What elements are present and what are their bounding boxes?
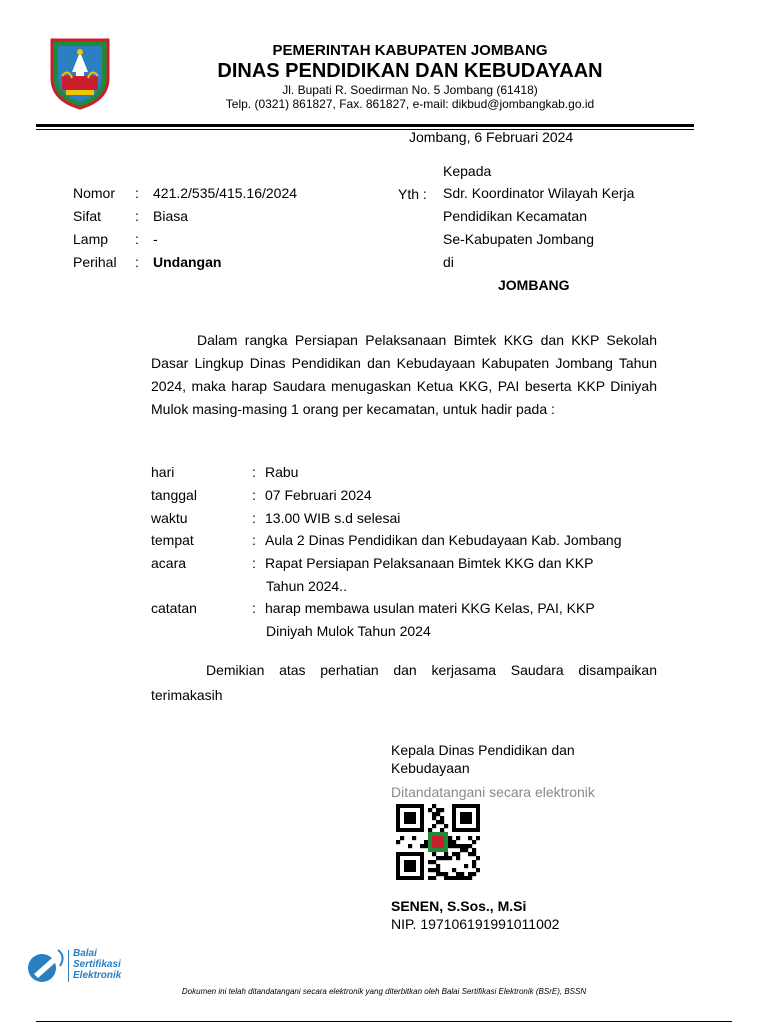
header-department: DINAS PENDIDIKAN DAN KEBUDAYAAN [217,60,603,82]
signatory-name: SENEN, S.Sos., M.Si [391,898,527,914]
signatory-title: Kepala Dinas Pendidikan dan [391,742,575,758]
detail-colon: : [252,555,256,571]
bsre-logo [26,946,186,986]
closing-line-end: terimakasih [151,687,223,703]
detail-value-tempat: Aula 2 Dinas Pendidikan dan Kebudayaan Kab. Jombang [265,532,622,548]
meta-colon: : [135,254,139,270]
meta-value-perihal: Undangan [153,254,222,270]
qr-code [396,804,480,880]
footer-divider [36,1021,732,1022]
meta-value-nomor: 421.2/535/415.16/2024 [153,185,298,201]
closing-line: Demikian atas perhatian dan kerjasama Saudara disampaikan [206,662,657,678]
detail-value-hari: Rabu [265,464,299,480]
header-divider-thin [36,129,694,130]
detail-label-tanggal: tanggal [151,487,197,503]
detail-colon: : [252,487,256,503]
detail-value-catatan-cont: Diniyah Mulok Tahun 2024 [266,623,431,639]
detail-value-tanggal: 07 Februari 2024 [265,487,372,503]
recipient-line: di [443,254,454,270]
footer-note: Dokumen ini telah ditandatangani secara elektronik yang diterbitkan oleh Balai Sertifikasi Elektronik (BSrE), BSSN [181,987,587,996]
body-paragraph: Dalam rangka Persiapan Pelaksanaan Bimtek KKG dan KKP Sekolah Dasar Lingkup Dinas Pendidikan dan Kebudayaan Kabupaten Jombang Tahun 2024, maka harap Saudara menugaskan Ketua KKG, PAI beserta KKP Diniyah Mulok masing-masing 1 orang per kecamatan, untuk hadir pada : [151,332,657,417]
detail-label-hari: hari [151,464,175,480]
bsre-divider [68,950,69,982]
meta-value-lamp: - [153,231,158,247]
detail-label-acara: acara [151,555,187,571]
recipient-line: Pendidikan Kecamatan [443,208,587,224]
recipient-city: JOMBANG [498,277,570,293]
meta-label-sifat: Sifat [73,208,102,224]
meta-label-nomor: Nomor [73,185,116,201]
letter-date: Jombang, 6 Februari 2024 [409,129,574,145]
detail-value-waktu: 13.00 WIB s.d selesai [265,510,401,526]
signatory-title-cont: Kebudayaan [391,760,470,776]
meta-colon: : [135,231,139,247]
header-address: Jl. Bupati R. Soedirman No. 5 Jombang (61418) [282,83,538,97]
detail-colon: : [252,532,256,548]
bsre-text: Balai [73,948,97,959]
esign-note: Ditandatangani secara elektronik [391,784,595,800]
detail-value-acara-cont: Tahun 2024.. [266,578,347,594]
recipient-yth: Yth : [398,186,427,202]
header-divider-thick [36,124,694,127]
meta-colon: : [135,185,139,201]
meta-label-lamp: Lamp [73,231,109,247]
bsre-emblem-icon [26,946,66,986]
detail-colon: : [252,600,256,616]
detail-label-waktu: waktu [151,510,188,526]
bsre-text: Sertifikasi [73,959,121,970]
header-government: PEMERINTAH KABUPATEN JOMBANG [272,42,548,59]
bsre-text: Elektronik [73,970,122,981]
recipient-line: Sdr. Koordinator Wilayah Kerja [443,185,635,201]
signatory-nip: NIP. 197106191991011002 [391,916,560,932]
recipient-line: Se-Kabupaten Jombang [443,231,594,247]
detail-colon: : [252,464,256,480]
header-contact: Telp. (0321) 861827, Fax. 861827, e-mail: dikbud@jombangkab.go.id [225,97,595,111]
detail-colon: : [252,510,256,526]
meta-label-perihal: Perihal [73,254,117,270]
detail-label-catatan: catatan [151,600,197,616]
detail-value-catatan: harap membawa usulan materi KKG Kelas, PAI, KKP [265,600,595,616]
recipient-kepada: Kepada [443,163,492,179]
detail-value-acara: Rapat Persiapan Pelaksanaan Bimtek KKG dan KKP [265,555,594,571]
meta-colon: : [135,208,139,224]
meta-value-sifat: Biasa [153,208,189,224]
detail-label-tempat: tempat [151,532,194,548]
